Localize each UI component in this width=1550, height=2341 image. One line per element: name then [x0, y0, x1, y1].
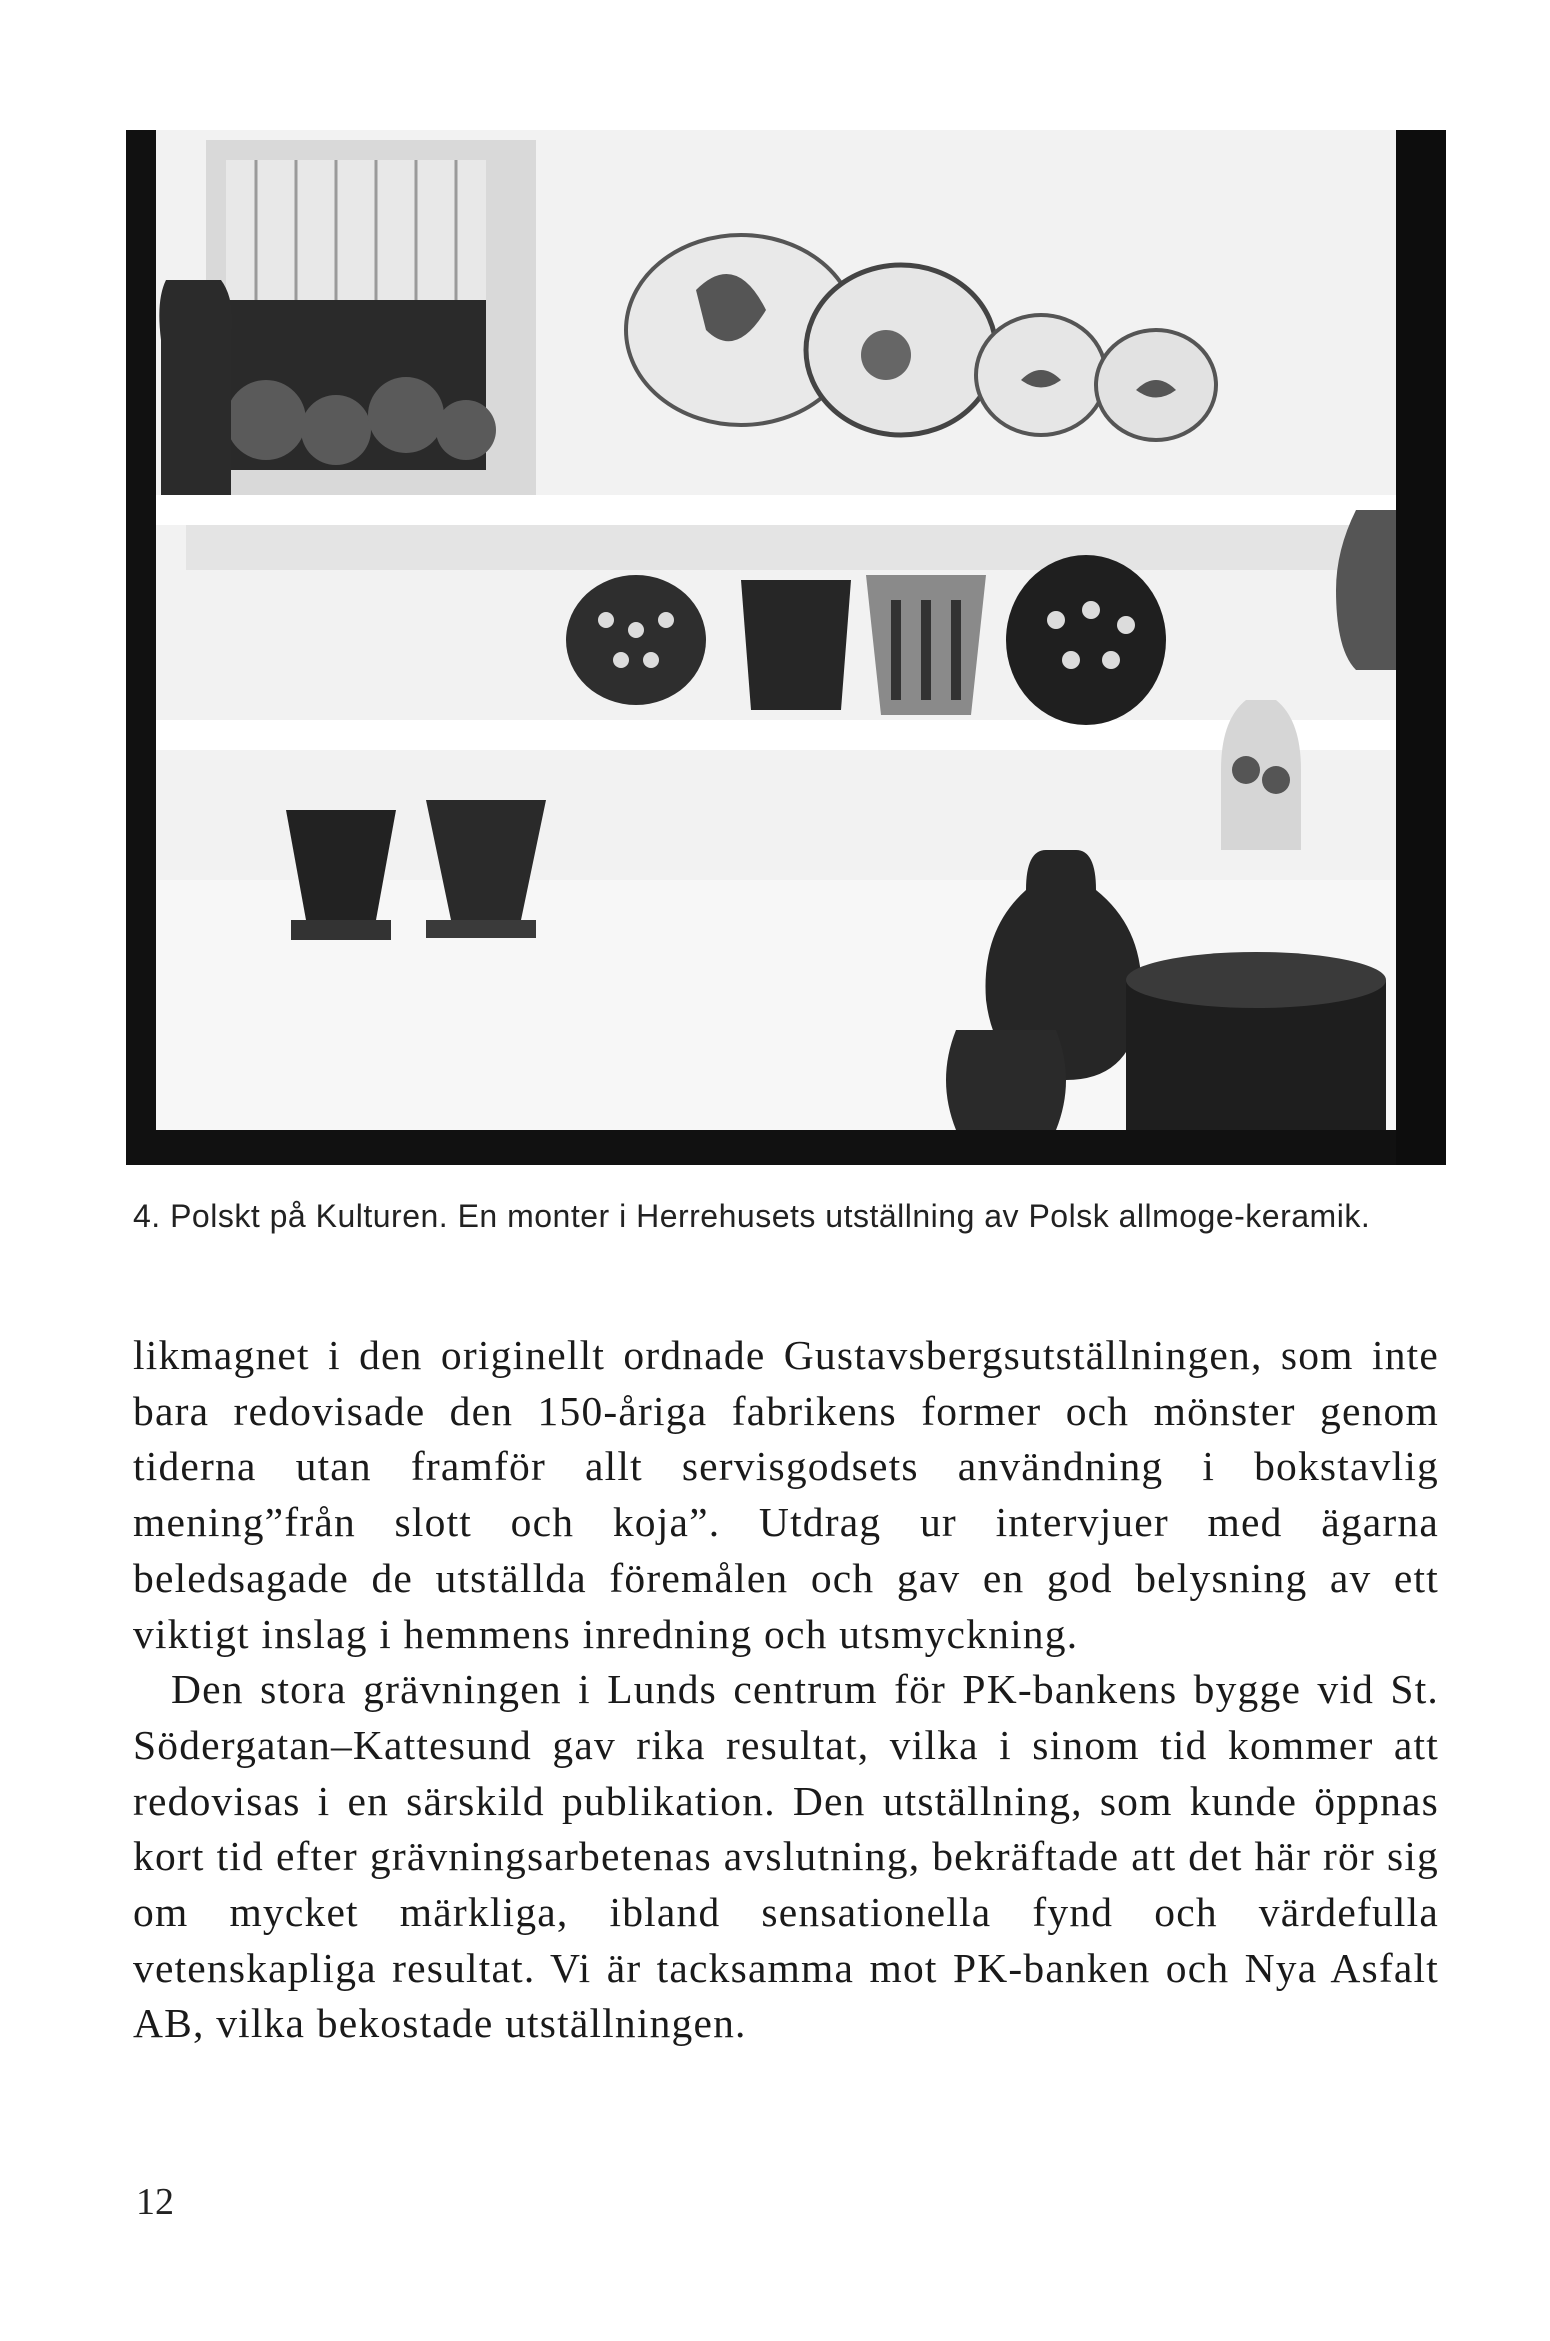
exhibition-photo	[126, 130, 1446, 1165]
paragraph-1: likmagnet i den originellt ordnade Gustavsbergsutställningen, som inte bara redovisade den 150-åriga fabrikens former och mönster genom tiderna utan framför allt servisgodsets användning i bokstavlig mening”från slott och koja”. Utdrag ur intervjuer med ägarna beledsagade de utställda föremålen och gav en god belysning av ett viktigt inslag i hemmens inredning och utsmyckning.	[133, 1332, 1439, 1657]
paragraph-2: Den stora grävningen i Lunds centrum för PK-bankens bygge vid St. Södergatan–Kattesund gav rika resultat, vilka i sinom tid kommer att redovisas i en särskild publikation. Den utställning, som kunde öppnas kort tid efter grävningsarbetenas avslutning, bekräftade att det här rör sig om mycket märkliga, ibland sensationella fynd och värdefulla vetenskapliga resultat. Vi är tacksamma mot PK-banken och Nya Asfalt AB, vilka bekostade utställningen.	[133, 1666, 1439, 2047]
figure-caption: 4. Polskt på Kulturen. En monter i Herrehusets utställning av Polsk allmoge-keramik.	[133, 1198, 1371, 1234]
page-number: 12	[136, 2181, 174, 2223]
body-text	[133, 1328, 1439, 2052]
ceramics-display-image	[126, 130, 1446, 1165]
